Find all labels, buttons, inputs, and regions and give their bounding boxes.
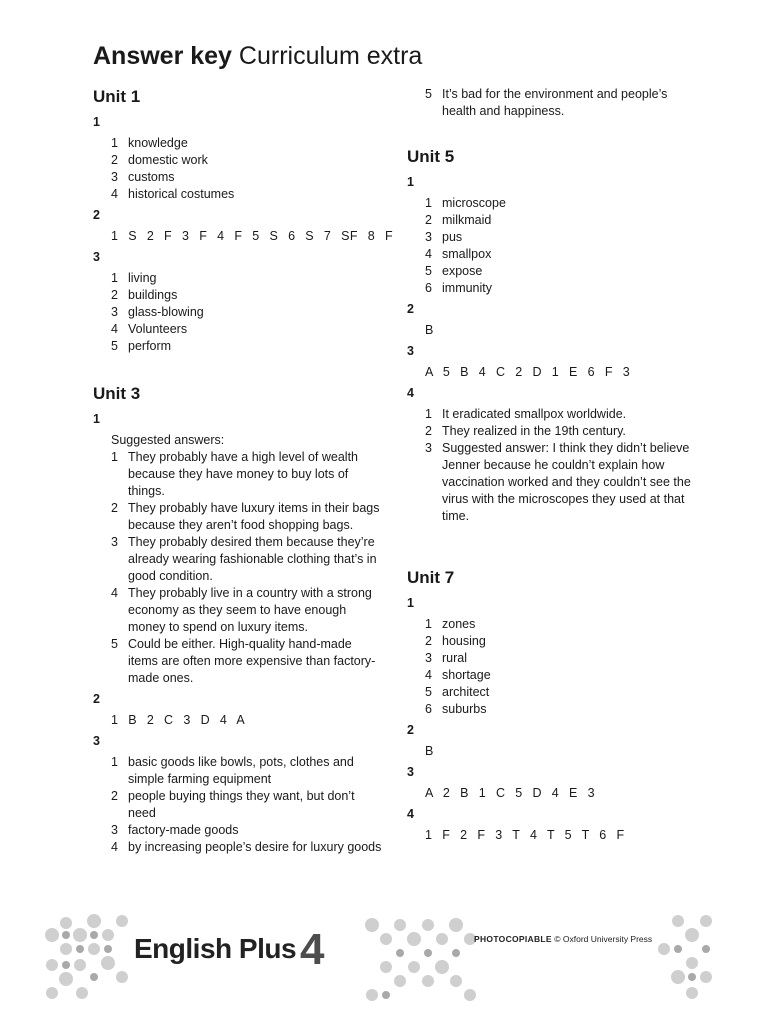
list-item: 5 Could be either. High-quality hand-made items are often more expensive than factory-made ones. [111,637,376,685]
unit-3-heading: Unit 3 [93,384,141,403]
u1-ex2-number: 2 [93,208,100,222]
list-item: 4 by increasing people’s desire for luxury goods [111,840,382,854]
u1-ex1-list [93,135,383,203]
title-bold: Answer key [93,42,232,70]
list-item: 4 historical costumes [111,187,235,201]
list-item: 5 It’s bad for the environment and people’s health and happiness. [425,87,668,118]
unit-5-heading: Unit 5 [407,147,455,166]
unit-1-heading: Unit 1 [93,87,141,106]
u7-ex1-list [407,616,697,718]
list-item: 3 factory-made goods [111,823,239,837]
list-item: 2 milkmaid [425,213,492,227]
u5-ex4-list [407,406,697,525]
u7-ex3-answers: A 2 B 1 C 5 D 4 E 3 [425,786,595,800]
right-column [407,86,697,848]
list-item: 1 basic goods like bowls, pots, clothes and simple farming equipment [111,755,354,786]
list-item: 6 suburbs [425,702,487,716]
copyright-notice [474,934,652,944]
u1-ex3-number: 3 [93,250,100,264]
title-rest: Curriculum extra [238,42,423,70]
brand-logo [134,925,324,975]
list-item: 5 architect [425,685,490,699]
list-item: 5 expose [425,264,483,278]
brand-level: 4 [300,925,325,974]
list-item: 2 They realized in the 19th century. [425,424,626,438]
list-item: 3 Suggested answer: I think they didn’t believe Jenner because he couldn’t explain how vaccination worked and they couldn’t see the virus with the microscopes they used at that time. [425,441,691,523]
list-item: 3 glass-blowing [111,305,204,319]
list-item: 4 Volunteers [111,322,188,336]
list-item: 1 knowledge [111,136,188,150]
u3-ex3-continued [407,86,697,120]
u3-ex1-list [93,449,383,687]
footer [42,905,722,1005]
u7-ex1-number: 1 [407,596,414,610]
u1-ex3-list [93,270,383,355]
list-item: 4 smallpox [425,247,492,261]
list-item: 6 immunity [425,281,493,295]
left-column [93,84,394,860]
list-item: 4 shortage [425,668,491,682]
u5-ex2-number: 2 [407,302,414,316]
u7-ex2-number: 2 [407,723,414,737]
list-item: 1 zones [425,617,476,631]
u5-ex3-answers: A 5 B 4 C 2 D 1 E 6 F 3 [425,365,631,379]
brand-name: English Plus [134,933,297,964]
u5-ex1-list [407,195,697,297]
u7-ex4-answers: 1 F 2 F 3 T 4 T 5 T 6 F [425,828,625,842]
u3-ex1-number: 1 [93,412,100,426]
list-item: 2 people buying things they want, but don’t need [111,789,355,820]
list-item: 4 They probably live in a country with a strong economy as they seem to have enough money to spend on luxury items. [111,586,372,634]
list-item: 1 They probably have a high level of wealth because they have money to buy lots of things. [111,450,359,498]
list-item: 2 housing [425,634,486,648]
list-item: 3 rural [425,651,468,665]
list-item: 5 perform [111,339,172,353]
list-item: 2 They probably have luxury items in their bags because they aren’t food shopping bags. [111,501,380,532]
u7-ex2-answer: B [425,744,434,758]
copyright-text: © Oxford University Press [554,934,653,944]
list-item: 2 domestic work [111,153,208,167]
u7-ex4-number: 4 [407,807,414,821]
u3-ex3-list [93,754,383,856]
list-item: 1 microscope [425,196,506,210]
list-item: 2 buildings [111,288,178,302]
list-item: 3 pus [425,230,463,244]
list-item: 3 customs [111,170,175,184]
u1-ex1-number: 1 [93,115,100,129]
u5-ex2-answer: B [425,323,434,337]
page-title [93,40,422,72]
u3-ex3-number: 3 [93,734,100,748]
list-item: 1 living [111,271,157,285]
u5-ex1-number: 1 [407,175,414,189]
list-item: 3 They probably desired them because they’re already wearing fashionable clothing that’s in good condition. [111,535,377,583]
u3-ex2-answers: 1 B 2 C 3 D 4 A [111,713,246,727]
u3-ex1-intro: Suggested answers: [111,433,225,447]
u3-ex2-number: 2 [93,692,100,706]
unit-7-heading: Unit 7 [407,568,455,587]
u7-ex3-number: 3 [407,765,414,779]
u5-ex4-number: 4 [407,386,414,400]
photocopiable-label: PHOTOCOPIABLE [474,934,552,944]
list-item: 1 It eradicated smallpox worldwide. [425,407,627,421]
u5-ex3-number: 3 [407,344,414,358]
u1-ex2-answers: 1 S 2 F 3 F 4 F 5 S 6 S 7 SF 8 F [111,229,394,243]
